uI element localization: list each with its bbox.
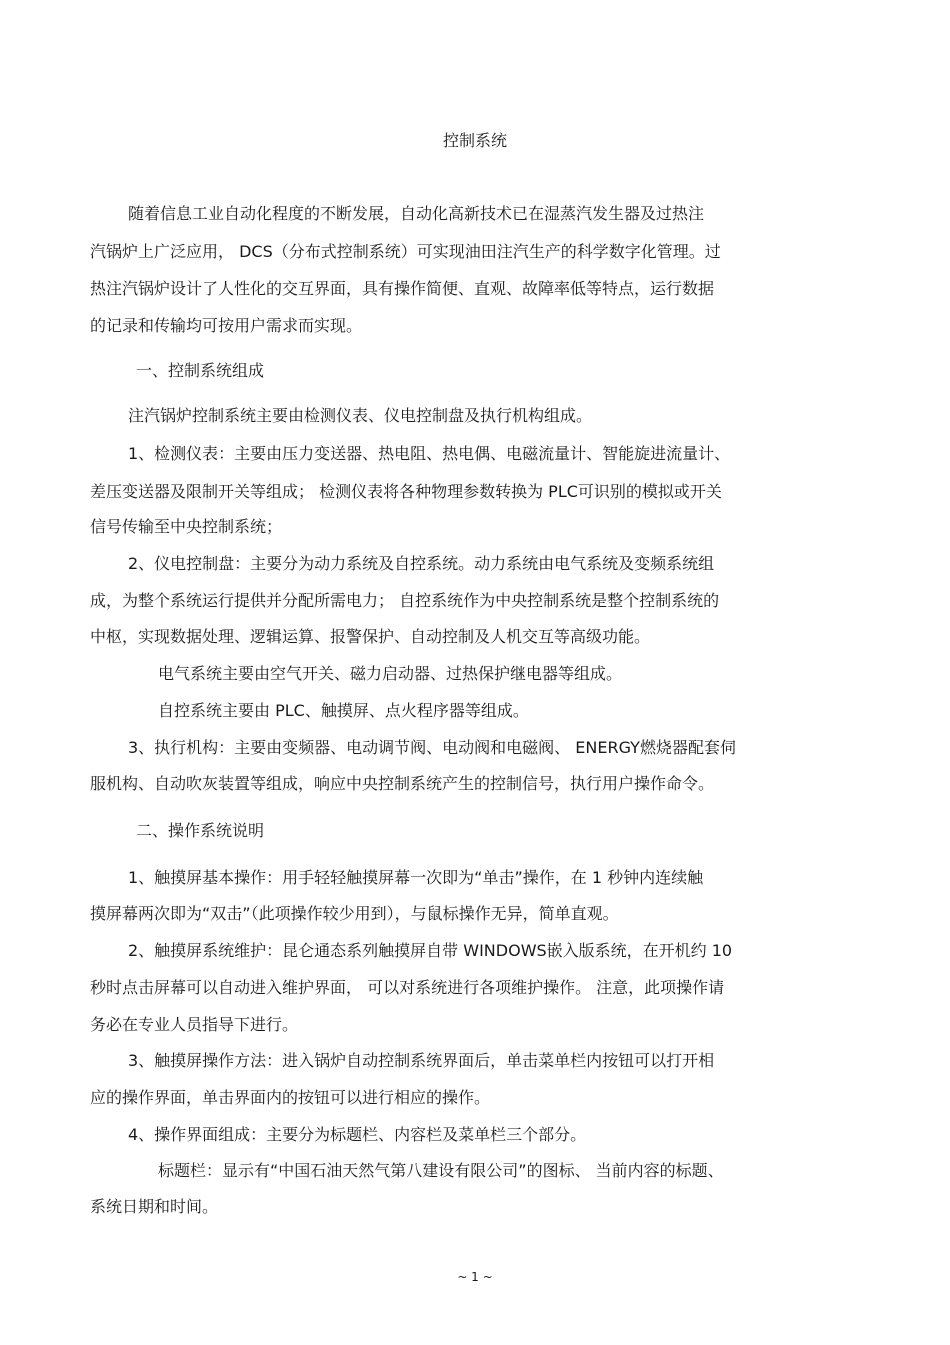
page-number: ~ 1 ~ [457,1270,493,1284]
paragraph-line: 应的操作界面，单击界面内的按钮可以进行相应的操作。 [90,1088,491,1107]
paragraph-line: 摸屏幕两次即为“双击”（此项操作较少用到），与鼠标操作无异，简单直观。 [90,904,619,923]
paragraph-line: 1、检测仪表：主要由压力变送器、热电阻、热电偶、电磁流量计、智能旋进流量计、 [128,444,731,463]
paragraph-line: 系统日期和时间。 [90,1197,219,1216]
paragraph-line: 汽锅炉上广泛应用， DCS（分布式控制系统）可实现油田注汽生产的科学数字化管理。过 [90,242,721,261]
paragraph-line: 务必在专业人员指导下进行。 [90,1015,299,1034]
section-heading: 一、控制系统组成 [136,361,265,380]
section-heading: 二、操作系统说明 [136,821,265,840]
paragraph-line: 的记录和传输均可按用户需求而实现。 [90,316,363,335]
paragraph-line: 1、触摸屏基本操作：用手轻轻触摸屏幕一次即为“单击”操作，在 1 秒钟内连续触 [128,868,704,887]
paragraph-line: 注汽锅炉控制系统主要由检测仪表、仪电控制盘及执行机构组成。 [128,406,593,425]
paragraph-line: 中枢，实现数据处理、逻辑运算、报警保护、自动控制及人机交互等高级功能。 [90,627,651,646]
paragraph-line: 秒时点击屏幕可以自动进入维护界面， 可以对系统进行各项维护操作。 注意，此项操作请 [90,978,725,997]
paragraph-line: 3、执行机构：主要由变频器、电动调节阀、电动阀和电磁阀、 ENERGY燃烧器配套伺 [128,738,736,757]
paragraph-line: 成，为整个系统运行提供并分配所需电力； 自控系统作为中央控制系统是整个控制系统的 [90,591,720,610]
paragraph-line: 随着信息工业自动化程度的不断发展，自动化高新技术已在湿蒸汽发生器及过热注 [128,204,705,223]
paragraph-line: 差压变送器及限制开关等组成； 检测仪表将各种物理参数转换为 PLC可识别的模拟或开关 [90,482,722,501]
paragraph-line: 3、触摸屏操作方法：进入锅炉自动控制系统界面后，单击菜单栏内按钮可以打开相 [128,1051,715,1070]
paragraph-line: 自控系统主要由 PLC、触摸屏、点火程序器等组成。 [158,701,529,720]
paragraph-line: 4、操作界面组成：主要分为标题栏、内容栏及菜单栏三个部分。 [128,1125,587,1144]
paragraph-line: 热注汽锅炉设计了人性化的交互界面，具有操作简便、直观、故障率低等特点，运行数据 [90,279,715,298]
paragraph-line: 信号传输至中央控制系统； [90,517,283,536]
paragraph-line: 服机构、自动吹灰装置等组成，响应中央控制系统产生的控制信号，执行用户操作命令。 [90,774,715,793]
paragraph-line: 2、触摸屏系统维护：昆仑通态系列触摸屏自带 WINDOWS嵌入版系统，在开机约 10 [128,941,733,960]
paragraph-line: 电气系统主要由空气开关、磁力启动器、过热保护继电器等组成。 [158,664,623,683]
paragraph-line: 2、仪电控制盘：主要分为动力系统及自控系统。动力系统由电气系统及变频系统组 [128,554,715,573]
document-title: 控制系统 [442,131,507,150]
paragraph-line: 标题栏：显示有“中国石油天然气第八建设有限公司”的图标、 当前内容的标题、 [158,1161,724,1180]
